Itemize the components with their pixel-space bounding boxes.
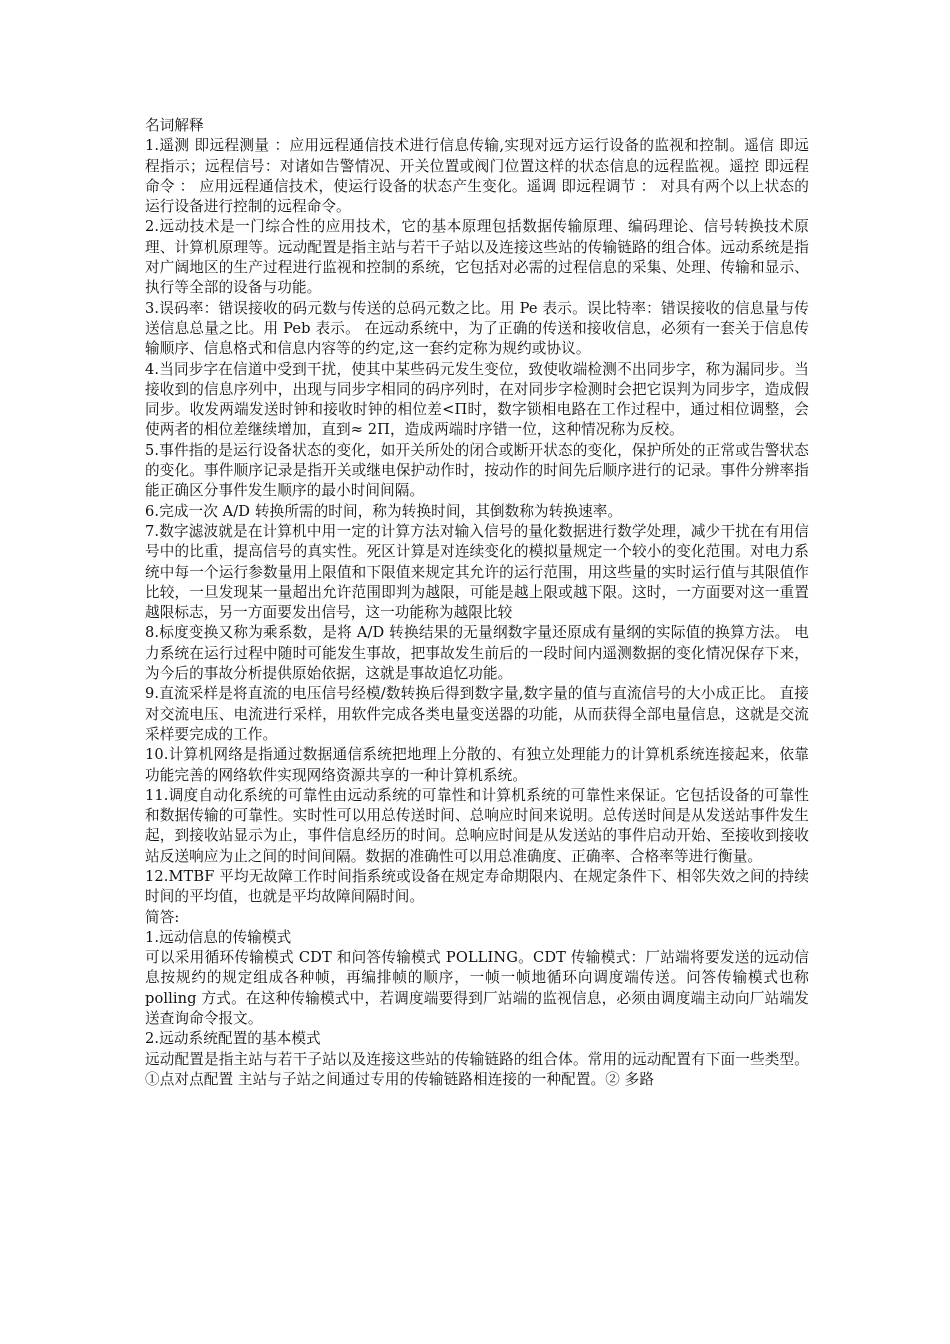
question-2-body: 远动配置是指主站与若干子站以及连接这些站的传输链路的组合体。常用的远动配置有下面一些类型。①点对点配置 主站与子站之间通过专用的传输链路相连接的一种配置。② 多路 bbox=[145, 1050, 809, 1088]
section-heading-terms: 名词解释 bbox=[145, 117, 204, 134]
question-2-title: 2.远动系统配置的基本模式 bbox=[145, 1030, 321, 1048]
term-item-2: 2.远动技术是一门综合性的应用技术，它的基本原理包括数据传输原理、编码理论、信号转换技术原理、计算机原理等。远动配置是指主站与若干子站以及连接这些站的传输链路的组合体。远动系统是指对广阔地区的生产过程进行监视和控制的系统，它包括对必需的过程信息的采集、处理、传输和显示、执行等全部的设备与功能。 bbox=[145, 218, 809, 297]
term-item-8: 8.标度变换又称为乘系数，是将 A/D 转换结果的无量纲数字量还原成有量纲的实际值的换算方法。 电力系统在运行过程中随时可能发生事故，把事故发生前后的一段时间内遥测数据的变化情况保存下来，为今后的事故分析提供原始依据，这就是事故追忆功能。 bbox=[145, 624, 809, 683]
section-heading-short-answer: 简答: bbox=[145, 908, 180, 926]
term-item-7: 7.数字滤波就是在计算机中用一定的计算方法对输入信号的量化数据进行数学处理，减少干扰在有用信号中的比重，提高信号的真实性。死区计算是对连续变化的模拟量规定一个较小的变化范围。对电力系统中每一个运行参数量用上限值和下限值来规定其允许的运行范围，用这些量的实时运行值与其限值作比较，一旦发现某一量超出允许范围即判为越限，可能是越上限或越下限。这时，一方面要对这一重置越限标志，另一方面要发出信号，这一功能称为越限比较 bbox=[145, 522, 809, 622]
term-item-1: 1.遥测 即远程测量 ：应用远程通信技术进行信息传输,实现对远方运行设备的监视和控制。遥信 即远程指示；远程信号：对诸如告警情况、开关位置或阀门位置这样的状态信息的远程监视。遥控 即远程命令 ： 应用远程通信技术，使运行设备的状态产生变化。遥调 即远程调节 ： 对具有两个以上状态的运行设备进行控制的远程命令。 bbox=[145, 137, 809, 216]
term-item-4: 4.当同步字在信道中受到干扰，使其中某些码元发生变位，致使收端检测不出同步字，称为漏同步。当接收到的信息序列中，出现与同步字相同的码序列时，在对同步字检测时会把它误判为同步字，造成假同步。收发两端发送时钟和接收时钟的相位差<Π时，数字锁相电路在工作过程中，通过相位调整，会使两者的相位差继续增加，直到≈ 2Π，造成两端时序错一位，这种情况称为反校。 bbox=[145, 360, 809, 439]
question-1-title: 1.远动信息的传输模式 bbox=[145, 928, 292, 946]
term-item-12: 12.MTBF 平均无故障工作时间指系统或设备在规定寿命期限内、在规定条件下、相邻失效之间的持续时间的平均值，也就是平均故障间隔时间。 bbox=[145, 867, 809, 906]
question-1-body: 可以采用循环传输模式 CDT 和问答传输模式 POLLING。CDT 传输模式：厂站端将要发送的远动信息按规约的规定组成各种帧，再编排帧的顺序，一帧一帧地循环向调度端传送。问答传输模式也称 polling 方式。在这种传输模式中，若调度端要得到厂站端的监视信息，必须由调度端主动向厂站端发送查询命令报文。 bbox=[145, 949, 809, 1028]
term-item-6: 6.完成一次 A/D 转换所需的时间，称为转换时间，其倒数称为转换速率。 bbox=[145, 502, 623, 520]
document-page bbox=[145, 116, 809, 1090]
term-item-10: 10.计算机网络是指通过数据通信系统把地理上分散的、有独立处理能力的计算机系统连接起来，依靠功能完善的网络软件实现网络资源共享的一种计算机系统。 bbox=[145, 746, 809, 784]
term-item-3: 3.误码率：错误接收的码元数与传送的总码元数之比。用 Pe 表示。误比特率：错误接收的信息量与传送信息总量之比。用 Peb 表示。 在远动系统中，为了正确的传送和接收信息，必须有一套关于信息传输顺序、信息格式和信息内容等的约定,这一套约定称为规约或协议。 bbox=[145, 299, 809, 358]
term-item-9: 9.直流采样是将直流的电压信号经模/数转换后得到数字量,数字量的值与直流信号的大小成正比。 直接对交流电压、电流进行采样，用软件完成各类电量变送器的功能，从而获得全部电量信息，这就是交流采样要完成的工作。 bbox=[145, 685, 809, 743]
term-item-5: 5.事件指的是运行设备状态的变化，如开关所处的闭合或断开状态的变化，保护所处的正常或告警状态的变化。事件顺序记录是指开关或继电保护动作时，按动作的时间先后顺序进行的记录。事件分辨率指能正确区分事件发生顺序的最小时间间隔。 bbox=[145, 441, 809, 500]
term-item-11: 11.调度自动化系统的可靠性由远动系统的可靠性和计算机系统的可靠性来保证。它包括设备的可靠性和数据传输的可靠性。实时性可以用总传送时间、总响应时间来说明。总传送时间是从发送站事件发生起，到接收站显示为止，事件信息经历的时间。总响应时间是从发送站的事件启动开始、至接收到接收站反送响应为止之间的时间间隔。数据的准确性可以用总准确度、正确率、合格率等进行衡量。 bbox=[145, 786, 809, 865]
